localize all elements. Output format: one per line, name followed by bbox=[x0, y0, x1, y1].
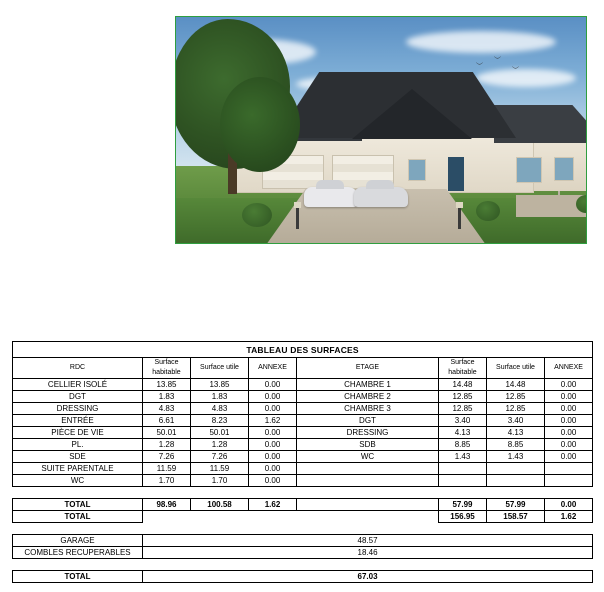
cell-rdc-utile: 13.85 bbox=[191, 379, 249, 391]
cell-etage-habitable: 12.85 bbox=[439, 391, 487, 403]
spacer-cell bbox=[13, 559, 593, 571]
cell-rdc-utile: 1.70 bbox=[191, 475, 249, 487]
cell-etage-habitable bbox=[439, 463, 487, 475]
house-rendering-figure bbox=[175, 16, 587, 244]
car bbox=[354, 187, 408, 207]
shrub bbox=[476, 201, 500, 221]
cell-rdc-annexe: 0.00 bbox=[249, 475, 297, 487]
cell-etage-habitable: 14.48 bbox=[439, 379, 487, 391]
annex-value-combles: 18.46 bbox=[143, 547, 593, 559]
cell-rdc-utile: 50.01 bbox=[191, 427, 249, 439]
annex-label-combles: COMBLES RECUPERABLES bbox=[13, 547, 143, 559]
cell-rdc-name: WC bbox=[13, 475, 143, 487]
grand-total-label: TOTAL bbox=[13, 511, 143, 523]
subtotal-rdc-habitable: 98.96 bbox=[143, 499, 191, 511]
cell-rdc-name: CELLIER ISOLÉ bbox=[13, 379, 143, 391]
cell-etage-utile: 14.48 bbox=[487, 379, 545, 391]
table-title: TABLEAU DES SURFACES bbox=[13, 342, 593, 358]
cell-etage-name bbox=[297, 463, 439, 475]
cell-etage-annexe: 0.00 bbox=[545, 427, 593, 439]
cell-rdc-habitable: 11.59 bbox=[143, 463, 191, 475]
spacer-row bbox=[13, 559, 593, 571]
front-door bbox=[448, 157, 464, 191]
cell-etage-name: SDB bbox=[297, 439, 439, 451]
car bbox=[304, 187, 358, 207]
cloud bbox=[476, 69, 576, 87]
header-surface-utile-rdc: Surface utile bbox=[191, 358, 249, 379]
table-title-row bbox=[13, 342, 593, 358]
annex-total-value: 67.03 bbox=[143, 571, 593, 583]
cell-etage-utile: 12.85 bbox=[487, 403, 545, 415]
header-annexe-rdc: ANNEXE bbox=[249, 358, 297, 379]
header-rdc: RDC bbox=[13, 358, 143, 379]
annex-total-label: TOTAL bbox=[13, 571, 143, 583]
cell-etage-utile: 1.43 bbox=[487, 451, 545, 463]
cell-etage-name: WC bbox=[297, 451, 439, 463]
cell-etage-name: CHAMBRE 3 bbox=[297, 403, 439, 415]
spacer-cell bbox=[13, 487, 593, 499]
subtotal-etage-utile: 57.99 bbox=[487, 499, 545, 511]
garden-lamp bbox=[296, 207, 299, 229]
grand-total-spacer bbox=[143, 511, 297, 523]
cell-rdc-name: PIÈCE DE VIE bbox=[13, 427, 143, 439]
cell-rdc-name: ENTRÉE bbox=[13, 415, 143, 427]
cell-etage-habitable bbox=[439, 475, 487, 487]
annex-label-garage: GARAGE bbox=[13, 535, 143, 547]
header-surface-habitable-rdc: Surface habitable bbox=[143, 358, 191, 379]
cell-rdc-name: DGT bbox=[13, 391, 143, 403]
grand-total-row bbox=[13, 511, 593, 523]
grand-total-utile: 158.57 bbox=[487, 511, 545, 523]
grand-total-spacer bbox=[297, 511, 439, 523]
cell-etage-utile bbox=[487, 475, 545, 487]
header-surface-habitable-etage: Surface habitable bbox=[439, 358, 487, 379]
cell-rdc-annexe: 0.00 bbox=[249, 451, 297, 463]
spacer-row bbox=[13, 523, 593, 535]
cell-rdc-habitable: 1.28 bbox=[143, 439, 191, 451]
header-surface-utile-etage: Surface utile bbox=[487, 358, 545, 379]
annex-row bbox=[13, 547, 593, 559]
cell-rdc-annexe: 0.00 bbox=[249, 403, 297, 415]
lamp-head bbox=[294, 202, 301, 208]
lamp-head bbox=[456, 202, 463, 208]
table-row bbox=[13, 379, 593, 391]
cell-etage-annexe: 0.00 bbox=[545, 403, 593, 415]
cell-etage-habitable: 4.13 bbox=[439, 427, 487, 439]
annex-total-row bbox=[13, 571, 593, 583]
header-annexe-etage: ANNEXE bbox=[545, 358, 593, 379]
header-etage: ETAGE bbox=[297, 358, 439, 379]
surfaces-table bbox=[12, 341, 593, 583]
garden-lamp bbox=[458, 207, 461, 229]
cell-etage-utile bbox=[487, 463, 545, 475]
cell-etage-name: DRESSING bbox=[297, 427, 439, 439]
cell-rdc-utile: 7.26 bbox=[191, 451, 249, 463]
cell-rdc-utile: 1.28 bbox=[191, 439, 249, 451]
bird-icon: ︶ bbox=[494, 57, 501, 64]
car-roof bbox=[316, 180, 344, 189]
cell-etage-utile: 3.40 bbox=[487, 415, 545, 427]
subtotal-row bbox=[13, 499, 593, 511]
cell-rdc-habitable: 4.83 bbox=[143, 403, 191, 415]
subtotal-rdc-utile: 100.58 bbox=[191, 499, 249, 511]
cell-etage-habitable: 3.40 bbox=[439, 415, 487, 427]
cell-etage-annexe: 0.00 bbox=[545, 439, 593, 451]
table-row bbox=[13, 475, 593, 487]
subtotal-label-etage bbox=[297, 499, 439, 511]
cell-etage-name: CHAMBRE 1 bbox=[297, 379, 439, 391]
table-header-row bbox=[13, 358, 593, 379]
bird-icon: ︶ bbox=[512, 67, 519, 74]
cell-rdc-utile: 4.83 bbox=[191, 403, 249, 415]
surfaces-table-container bbox=[12, 341, 592, 583]
table-row bbox=[13, 427, 593, 439]
cell-rdc-habitable: 50.01 bbox=[143, 427, 191, 439]
cell-rdc-habitable: 6.61 bbox=[143, 415, 191, 427]
annex-value-garage: 48.57 bbox=[143, 535, 593, 547]
window bbox=[516, 157, 542, 183]
grand-total-annexe: 1.62 bbox=[545, 511, 593, 523]
cell-rdc-utile: 11.59 bbox=[191, 463, 249, 475]
cell-rdc-annexe: 0.00 bbox=[249, 463, 297, 475]
cell-rdc-habitable: 1.70 bbox=[143, 475, 191, 487]
cell-etage-utile: 12.85 bbox=[487, 391, 545, 403]
cell-etage-annexe: 0.00 bbox=[545, 451, 593, 463]
table-row bbox=[13, 451, 593, 463]
grand-total-habitable: 156.95 bbox=[439, 511, 487, 523]
cell-rdc-name: PL. bbox=[13, 439, 143, 451]
spacer-cell bbox=[13, 523, 593, 535]
cell-etage-name: DGT bbox=[297, 415, 439, 427]
car-roof bbox=[366, 180, 394, 189]
subtotal-etage-annexe: 0.00 bbox=[545, 499, 593, 511]
cloud bbox=[406, 31, 556, 53]
tree-canopy bbox=[220, 77, 300, 172]
cell-etage-habitable: 12.85 bbox=[439, 403, 487, 415]
cell-etage-name: CHAMBRE 2 bbox=[297, 391, 439, 403]
subtotal-etage-habitable: 57.99 bbox=[439, 499, 487, 511]
cell-etage-annexe bbox=[545, 463, 593, 475]
cell-etage-annexe: 0.00 bbox=[545, 379, 593, 391]
cell-etage-annexe bbox=[545, 475, 593, 487]
cell-rdc-annexe: 0.00 bbox=[249, 391, 297, 403]
cell-rdc-utile: 8.23 bbox=[191, 415, 249, 427]
bird-icon: ︶ bbox=[476, 63, 483, 70]
spacer-row bbox=[13, 487, 593, 499]
table-row bbox=[13, 391, 593, 403]
window bbox=[408, 159, 426, 181]
table-row bbox=[13, 415, 593, 427]
shrub bbox=[242, 203, 272, 227]
cell-rdc-utile: 1.83 bbox=[191, 391, 249, 403]
cell-rdc-annexe: 0.00 bbox=[249, 439, 297, 451]
cell-rdc-name: SUITE PARENTALE bbox=[13, 463, 143, 475]
cell-rdc-annexe: 0.00 bbox=[249, 379, 297, 391]
subtotal-rdc-annexe: 1.62 bbox=[249, 499, 297, 511]
cell-etage-annexe: 0.00 bbox=[545, 391, 593, 403]
cell-rdc-annexe: 0.00 bbox=[249, 427, 297, 439]
cell-rdc-habitable: 1.83 bbox=[143, 391, 191, 403]
table-row bbox=[13, 403, 593, 415]
cell-rdc-name: DRESSING bbox=[13, 403, 143, 415]
cell-etage-habitable: 1.43 bbox=[439, 451, 487, 463]
cell-etage-utile: 8.85 bbox=[487, 439, 545, 451]
cell-rdc-habitable: 7.26 bbox=[143, 451, 191, 463]
cell-rdc-name: SDE bbox=[13, 451, 143, 463]
cell-etage-habitable: 8.85 bbox=[439, 439, 487, 451]
table-row bbox=[13, 439, 593, 451]
table-row bbox=[13, 463, 593, 475]
subtotal-label-rdc: TOTAL bbox=[13, 499, 143, 511]
cell-etage-utile: 4.13 bbox=[487, 427, 545, 439]
cell-etage-annexe: 0.00 bbox=[545, 415, 593, 427]
annex-row bbox=[13, 535, 593, 547]
window bbox=[554, 157, 574, 181]
cell-rdc-habitable: 13.85 bbox=[143, 379, 191, 391]
cell-etage-name bbox=[297, 475, 439, 487]
cell-rdc-annexe: 1.62 bbox=[249, 415, 297, 427]
